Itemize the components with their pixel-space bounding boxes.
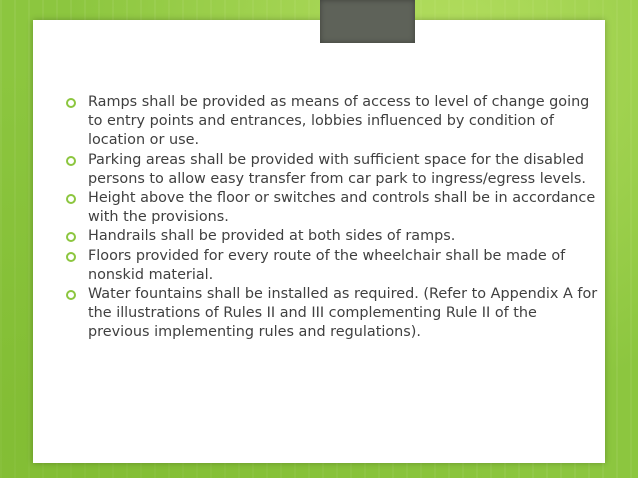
bullet-text: Height above the floor or switches and controls shall be in accordance with the provisions.	[88, 190, 596, 226]
bullet-text: Water fountains shall be installed as required. (Refer to Appendix A for the illustrations of Rules II and III complementing Rule II of the previous implementing rules and regulations).	[88, 286, 598, 341]
bullet-text: Parking areas shall be provided with sufficient space for the disabled persons to allow easy transfer from car park to ingress/egress levels.	[88, 151, 586, 187]
ring-bullet-icon	[66, 290, 76, 300]
list-item	[62, 247, 598, 285]
list-item	[62, 93, 598, 151]
ring-bullet-icon	[66, 194, 76, 204]
ring-bullet-icon	[66, 232, 76, 242]
title-tab	[320, 0, 415, 43]
list-item	[62, 189, 598, 227]
list-item	[62, 285, 598, 343]
bullet-text: Handrails shall be provided at both sides of ramps.	[88, 228, 456, 245]
ring-bullet-icon	[66, 252, 76, 262]
bullet-list	[62, 93, 598, 343]
ring-bullet-icon	[66, 156, 76, 166]
bullet-text: Floors provided for every route of the wheelchair shall be made of nonskid material.	[88, 247, 566, 283]
bullet-text: Ramps shall be provided as means of access to level of change going to entry points and entrances, lobbies influenced by condition of location or use.	[88, 94, 590, 149]
list-item	[62, 227, 598, 246]
list-item	[62, 151, 598, 189]
ring-bullet-icon	[66, 98, 76, 108]
